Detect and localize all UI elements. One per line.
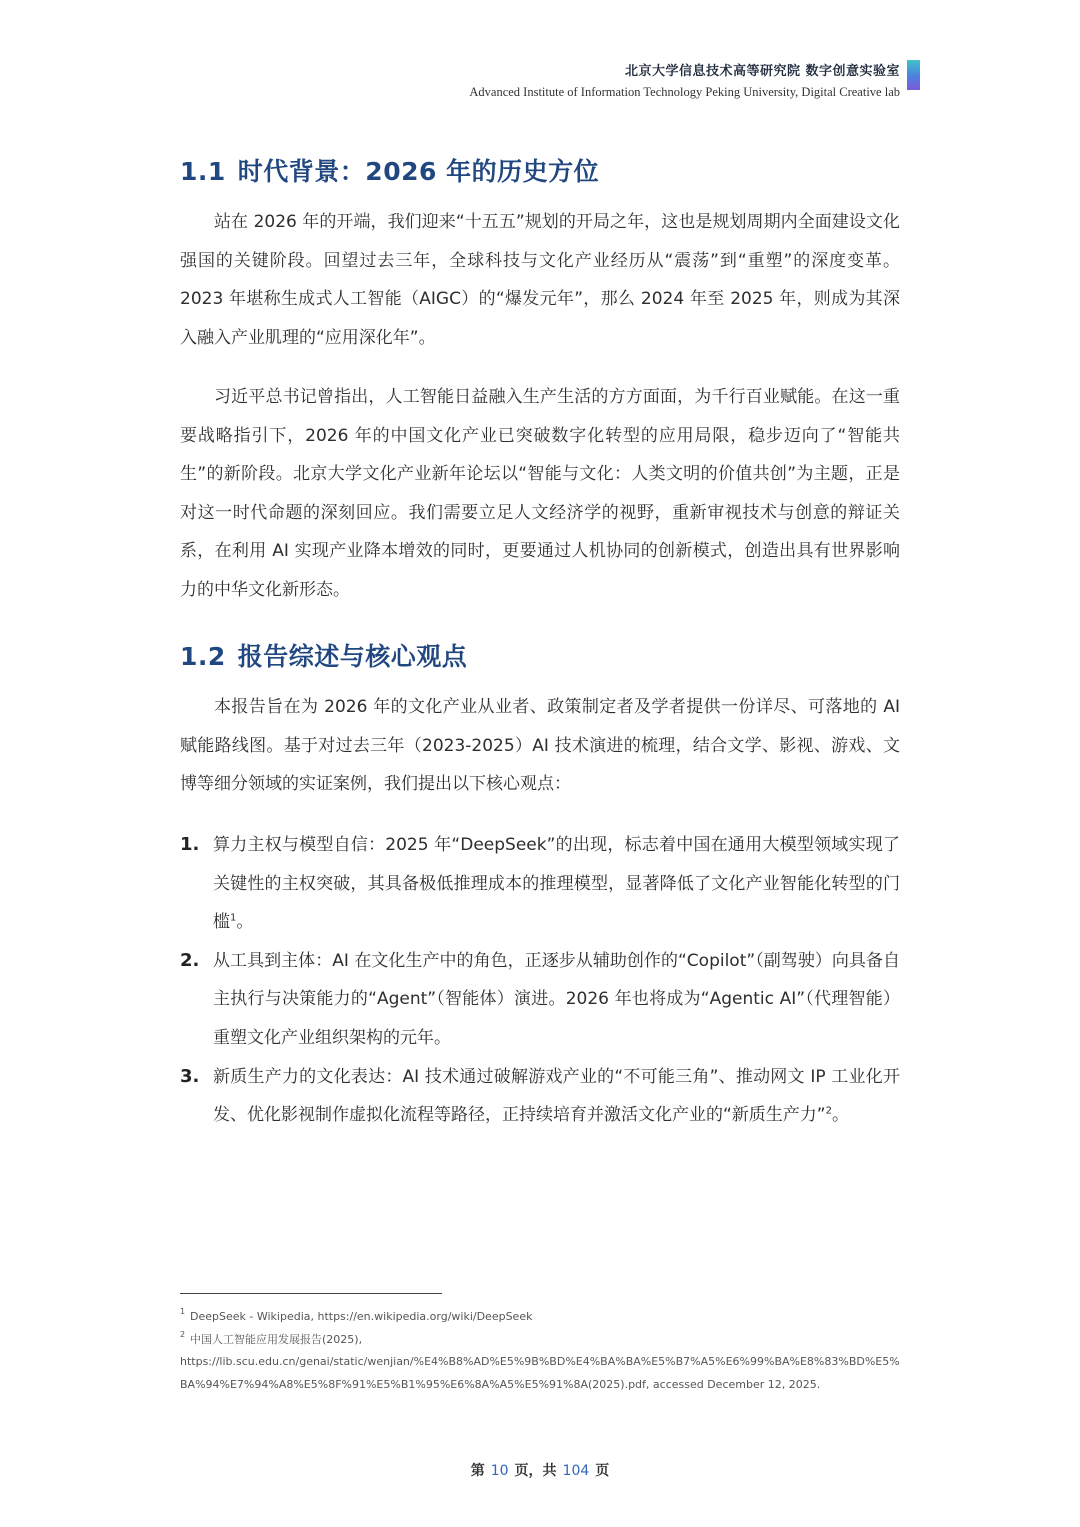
institute-name-en: Advanced Institute of Information Technology Peking University, Digital Creative lab bbox=[469, 85, 900, 99]
header-accent-bar bbox=[907, 60, 920, 90]
point-text: 从工具到主体：AI 在文化生产中的角色，正逐步从辅助创作的“Copilot”（副驾驶）向具备自主执行与决策能力的“Agent”（智能体）演进。2026 年也将成为“Agentic AI”（代理智能）重塑文化产业组织架构的元年。 bbox=[213, 950, 900, 1048]
point-tail: 。 bbox=[832, 1105, 849, 1126]
footnote-divider bbox=[180, 1293, 442, 1294]
core-point bbox=[180, 826, 900, 942]
section-1-paragraph-2: 习近平总书记曾指出，人工智能日益融入生产生活的方方面面，为千行百业赋能。在这一重要战略指引下，2026 年的中国文化产业已突破数字化转型的应用局限，稳步迈向了“智能共生”的新阶段。北京大学文化产业新年论坛以“智能与文化：人类文明的价值共创”为主题，正是对这一时代命题的深刻回应。我们需要立足人文经济学的视野，重新审视技术与创意的辩证关系，在利用 AI 实现产业降本增效的同时，更要通过人机协同的创新模式，创造出具有世界影响力的中华文化新形态。 bbox=[180, 387, 900, 600]
footnote-1-mark: 1 bbox=[180, 1307, 186, 1316]
core-point bbox=[180, 1058, 900, 1135]
pager-suffix: 页 bbox=[595, 1463, 610, 1479]
section-1-number: 1.1 bbox=[180, 157, 226, 186]
pager-prefix: 第 bbox=[470, 1463, 485, 1479]
point-number: 2. bbox=[180, 949, 200, 971]
section-1-paragraph-1: 站在 2026 年的开端，我们迎来“十五五”规划的开局之年，这也是规划周期内全面建设文化强国的关键阶段。回望过去三年，全球科技与文化产业经历从“震荡”到“重塑”的深度变革。2023 年堪称生成式人工智能（AIGC）的“爆发元年”，那么 2024 年至 2025 年，则成为其深入融入产业肌理的“应用深化年”。 bbox=[180, 212, 900, 348]
core-point bbox=[180, 942, 900, 1058]
section-2-number: 1.2 bbox=[180, 642, 226, 671]
footnote-2-url[interactable]: https://lib.scu.edu.cn/genai/static/wenjian/%E4%B8%AD%E5%9B%BD%E4%BA%BA%E5%B7%A5%E6%99%BA%E8%83%BD%E5%BA%94%E7%94%A8%E5%8F%91%E5%B1%95%E6%8A%A5%E5%91%8A(2025).pdf, accessed December 12, 2025. bbox=[180, 1355, 900, 1391]
point-number: 1. bbox=[180, 834, 200, 855]
point-number: 3. bbox=[180, 1065, 200, 1087]
page-header bbox=[469, 60, 900, 100]
point-text: 算力主权与模型自信：2025 年“DeepSeek”的出现，标志着中国在通用大模型领域实现了关键性的主权突破，其具备极低推理成本的推理模型，显著降低了文化产业智能化转型的门槛 bbox=[213, 835, 900, 933]
section-2-heading bbox=[180, 637, 467, 673]
section-1-title: 时代背景：2026 年的历史方位 bbox=[237, 157, 600, 186]
footnotes bbox=[180, 1306, 900, 1396]
pager-total: 104 bbox=[562, 1463, 590, 1479]
pager-current: 10 bbox=[490, 1463, 509, 1479]
footnote-1-text[interactable]: DeepSeek - Wikipedia, https://en.wikipedia.org/wiki/DeepSeek bbox=[190, 1310, 533, 1323]
institute-name-cn: 北京大学信息技术高等研究院 数字创意实验室 bbox=[624, 64, 900, 79]
footnote-1 bbox=[180, 1306, 900, 1329]
point-text: 新质生产力的文化表达：AI 技术通过破解游戏产业的“不可能三角”、推动网文 IP 工业化开发、优化影视制作虚拟化流程等路径，正持续培育并激活文化产业的“新质生产力” bbox=[213, 1066, 900, 1126]
section-2-intro: 本报告旨在为 2026 年的文化产业从业者、政策制定者及学者提供一份详尽、可落地的 AI 赋能路线图。基于对过去三年（2023-2025）AI 技术演进的梳理，结合文学、影视、游戏、文博等细分领域的实证案例，我们提出以下核心观点： bbox=[180, 697, 900, 795]
footnote-2-title: 中国人工智能应用发展报告(2025), bbox=[190, 1332, 363, 1346]
page-number bbox=[0, 1460, 1080, 1480]
section-2-title: 报告综述与核心观点 bbox=[237, 642, 468, 671]
core-points-list bbox=[180, 826, 900, 1135]
footnote-2 bbox=[180, 1329, 900, 1352]
point-tail: 。 bbox=[236, 912, 254, 933]
footnote-ref[interactable]: 1 bbox=[230, 912, 237, 924]
footnote-ref[interactable]: 2 bbox=[825, 1105, 832, 1117]
section-1-heading bbox=[180, 152, 599, 188]
pager-middle: 页，共 bbox=[514, 1463, 557, 1479]
footnote-2-mark: 2 bbox=[180, 1329, 186, 1339]
